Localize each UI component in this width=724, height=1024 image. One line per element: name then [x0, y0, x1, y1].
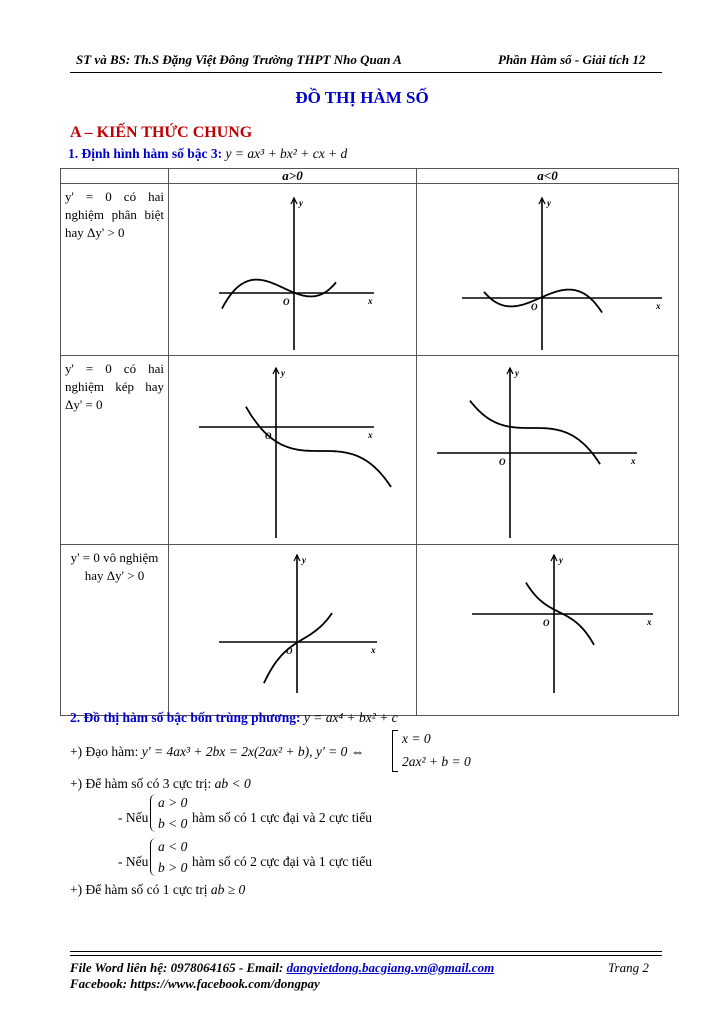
x-axis-label: x: [368, 296, 373, 306]
section-heading: A – KIẾN THỨC CHUNG: [70, 124, 253, 141]
header-empty: [61, 169, 169, 184]
cubic-curve: [470, 401, 600, 465]
cubic-curve: [264, 613, 332, 683]
graph-cubic-double-root-neg: [417, 356, 679, 544]
if2-prefix: - Nếu: [118, 854, 149, 869]
derivative-prefix: +) Đạo hàm:: [70, 744, 139, 759]
x-axis-label: x: [371, 645, 376, 655]
origin-label: O: [286, 646, 293, 656]
three-extrema-text: +) Để hàm số có 3 cực trị:: [70, 776, 212, 791]
if2-text: hàm số có 2 cực đại và 1 cực tiểu: [192, 854, 372, 869]
graph-cubic-double-root-pos: [169, 356, 417, 544]
item1-formula: y = ax³ + bx² + cx + d: [225, 146, 348, 161]
header-right: Phần Hàm số - Giải tích 12: [498, 52, 646, 67]
one-extremum-line: [70, 882, 245, 898]
condition-no-root: y' = 0 vô nghiệm hay Δy' > 0: [70, 550, 159, 583]
footer-email-link[interactable]: dangvietdong.bacgiang.vn@gmail.com: [286, 960, 495, 975]
item2-formula: y = ax⁴ + bx² + c: [303, 710, 398, 725]
footer-rule-2: [70, 955, 662, 956]
table-row: [61, 545, 679, 716]
system-eq1: x = 0: [402, 731, 431, 746]
table-header-row: [61, 169, 679, 184]
origin-label: O: [265, 431, 272, 441]
cubic-curve: [222, 280, 336, 309]
header-left: ST và BS: Th.S Đặng Việt Đông Trường THPT Nho Quan A: [76, 52, 402, 67]
table-row: [61, 184, 679, 356]
footer-page-number: Trang 2: [608, 960, 649, 975]
header-rule: [70, 72, 662, 73]
origin-label: O: [283, 297, 290, 307]
y-axis-label: y: [559, 555, 563, 565]
y-axis-label: y: [515, 368, 519, 378]
footer-rule-1: [70, 951, 662, 952]
x-axis-label: x: [656, 301, 661, 311]
system-bracket-bottom: [392, 771, 398, 772]
graph-cubic-no-root-neg: [417, 545, 679, 715]
one-extremum-cond: ab ≥ 0: [210, 882, 246, 897]
if1-cond-b: b < 0: [158, 816, 188, 831]
cubic-graph-table: [60, 168, 679, 716]
header-a-negative: a<0: [417, 169, 679, 184]
y-axis-label: y: [547, 198, 551, 208]
condition-double-root: y' = 0 có hai nghiệm kép hay Δy' = 0: [65, 361, 164, 412]
footer-contact-prefix: File Word liên hệ: 0978064165 - Email:: [70, 960, 284, 975]
system-bracket-top: [392, 730, 398, 731]
cubic-curve: [484, 290, 602, 313]
origin-label: O: [543, 618, 550, 628]
derivative-line: [70, 744, 364, 760]
y-axis-label: y: [302, 555, 306, 565]
one-extremum-text: +) Để hàm số có 1 cực trị: [70, 882, 208, 897]
origin-label: O: [531, 302, 538, 312]
graph-cubic-two-roots-neg: [417, 184, 679, 355]
header-a-positive: a>0: [169, 169, 417, 184]
if1-prefix: - Nếu: [118, 810, 149, 825]
footer-facebook: Facebook: https://www.facebook.com/dongpay: [70, 976, 320, 991]
three-extrema-cond: ab < 0: [214, 776, 251, 791]
three-extrema-line: [70, 776, 251, 792]
origin-label: O: [499, 457, 506, 467]
x-axis-label: x: [368, 430, 373, 440]
condition-two-roots: y' = 0 có hai nghiệm phân biệt hay Δy' > 0: [65, 189, 164, 240]
if2-cond-b: b > 0: [158, 860, 188, 875]
footer-contact: [70, 960, 494, 976]
y-axis-label: y: [281, 368, 285, 378]
system-eq2: 2ax² + b = 0: [402, 754, 471, 769]
if1-text: hàm số có 1 cực đại và 2 cực tiểu: [192, 810, 372, 825]
y-axis-label: y: [299, 198, 303, 208]
item1-heading: [68, 146, 347, 162]
graph-cubic-no-root-pos: [169, 545, 417, 715]
table-row: [61, 356, 679, 545]
page-title: ĐỒ THỊ HÀM SỐ: [295, 88, 429, 107]
system-bracket: [392, 730, 395, 772]
x-axis-label: x: [647, 617, 652, 627]
cubic-curve: [246, 407, 391, 487]
graph-cubic-two-roots-pos: [169, 184, 417, 355]
if1-cond-a: a > 0: [158, 795, 188, 810]
item2-label: 2. Đồ thị hàm số bậc bốn trùng phương:: [70, 710, 301, 725]
derivative-formula: y' = 4ax³ + 2bx = 2x(2ax² + b), y' = 0 ⇔: [141, 744, 365, 759]
item1-label: 1. Định hình hàm số bậc 3:: [68, 146, 223, 161]
x-axis-label: x: [631, 456, 636, 466]
item2-heading: [70, 710, 398, 726]
if2-cond-a: a < 0: [158, 839, 188, 854]
